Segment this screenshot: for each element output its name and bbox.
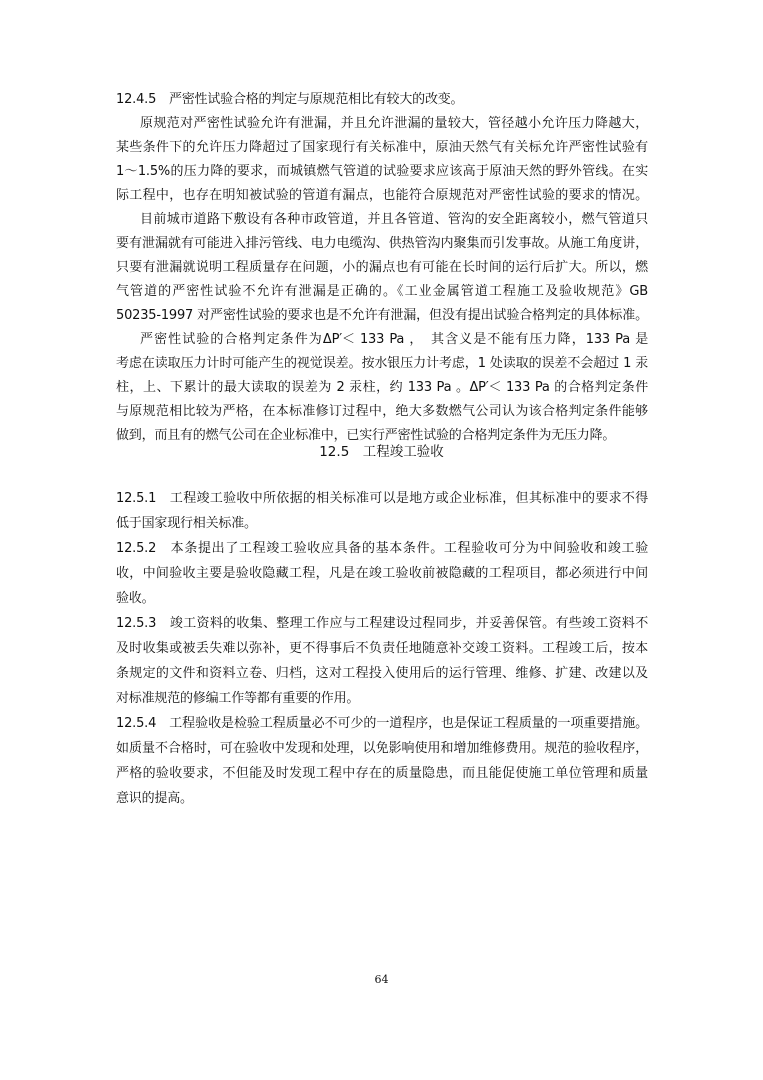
- paragraph-line: 柱，上、下累计的最大读取的误差为 2 汞柱，约 133 Pa 。ΔP′＜ 133 Pa 的合格判定条件: [116, 380, 648, 395]
- paragraph-line: 考虑在读取压力计时可能产生的视觉误差。按水银压力计考虑，1 处读取的误差不会超过 1 汞: [116, 356, 648, 371]
- clause-12-5-4-line: 12.5.4 工程验收是检验工程质量必不可少的一道程序，也是保证工程质量的一项重要措施。: [116, 716, 648, 731]
- paragraph-line: 意识的提高。: [116, 791, 193, 806]
- paragraph-line: 要有泄漏就有可能进入排污管线、电力电缆沟、供热管沟内聚集而引发事故。从施工角度讲，: [116, 236, 648, 251]
- paragraph-line: 目前城市道路下敷设有各种市政管道，并且各管道、管沟的安全距离较小，燃气管道只: [140, 212, 648, 227]
- paragraph-line: 气管道的严密性试验不允许有泄漏是正确的。《工业金属管道工程施工及验收规范》GB: [116, 284, 648, 299]
- paragraph-line: 严格的验收要求，不但能及时发现工程中存在的质量隐患，而且能促使施工单位管理和质量: [116, 766, 648, 781]
- paragraph-line: 1～1.5%的压力降的要求，而城镇燃气管道的试验要求应该高于原油天然的野外管线。在实: [116, 164, 648, 179]
- paragraph-line: 50235-1997 对严密性试验的要求也是不允许有泄漏，但没有提出试验合格判定的具体标准。: [116, 308, 648, 323]
- paragraph-line: 只要有泄漏就说明工程质量存在问题，小的漏点也有可能在长时间的运行后扩大。所以，燃: [116, 260, 648, 275]
- paragraph-line: 及时收集或被丢失难以弥补，更不得事后不负责任地随意补交竣工资料。工程竣工后，按本: [116, 641, 648, 656]
- clause-12-4-5-heading: 12.4.5 严密性试验合格的判定与原规范相比有较大的改变。: [116, 92, 464, 107]
- paragraph-line: 严密性试验的合格判定条件为ΔP′＜ 133 Pa ， 其含义是不能有压力降，133 Pa 是: [140, 332, 648, 347]
- paragraph-line: 某些条件下的允许压力降超过了国家现行有关标准中，原油天然气有关标允许严密性试验有: [116, 140, 648, 155]
- paragraph-line: 做到，而且有的燃气公司在企业标准中，已实行严密性试验的合格判定条件为无压力降。: [116, 428, 616, 443]
- paragraph-line: 验收。: [116, 591, 155, 606]
- paragraph-line: 对标准规范的修编工作等都有重要的作用。: [116, 691, 360, 706]
- section-title: 12.5 工程竣工验收: [319, 444, 444, 460]
- paragraph-line: 如质量不合格时，可在验收中发现和处理，以免影响使用和增加维修费用。规范的验收程序，: [116, 741, 648, 756]
- paragraph-line: 与原规范相比较为严格，在本标准修订过程中，绝大多数燃气公司认为该合格判定条件能够: [116, 404, 648, 419]
- paragraph-line: 低于国家现行相关标准。: [116, 516, 257, 531]
- page-number: 64: [374, 973, 389, 986]
- clause-12-5-2-line: 12.5.2 本条提出了工程竣工验收应具备的基本条件。工程验收可分为中间验收和竣工验: [116, 541, 648, 556]
- paragraph-line: 条规定的文件和资料立卷、归档，这对工程投入使用后的运行管理、维修、扩建、改建以及: [116, 666, 648, 681]
- paragraph-line: 收，中间验收主要是验收隐藏工程，凡是在竣工验收前被隐藏的工程项目，都必须进行中间: [116, 566, 648, 581]
- paragraph-line: 原规范对严密性试验允许有泄漏，并且允许泄漏的量较大，管径越小允许压力降越大，: [140, 116, 648, 131]
- clause-12-5-3-line: 12.5.3 竣工资料的收集、整理工作应与工程建设过程同步，并妥善保管。有些竣工资料不: [116, 616, 648, 631]
- clause-12-5-1-line: 12.5.1 工程竣工验收中所依据的相关标准可以是地方或企业标准，但其标准中的要求不得: [116, 491, 648, 506]
- paragraph-line: 际工程中，也存在明知被试验的管道有漏点，也能符合原规范对严密性试验的要求的情况。: [116, 188, 648, 203]
